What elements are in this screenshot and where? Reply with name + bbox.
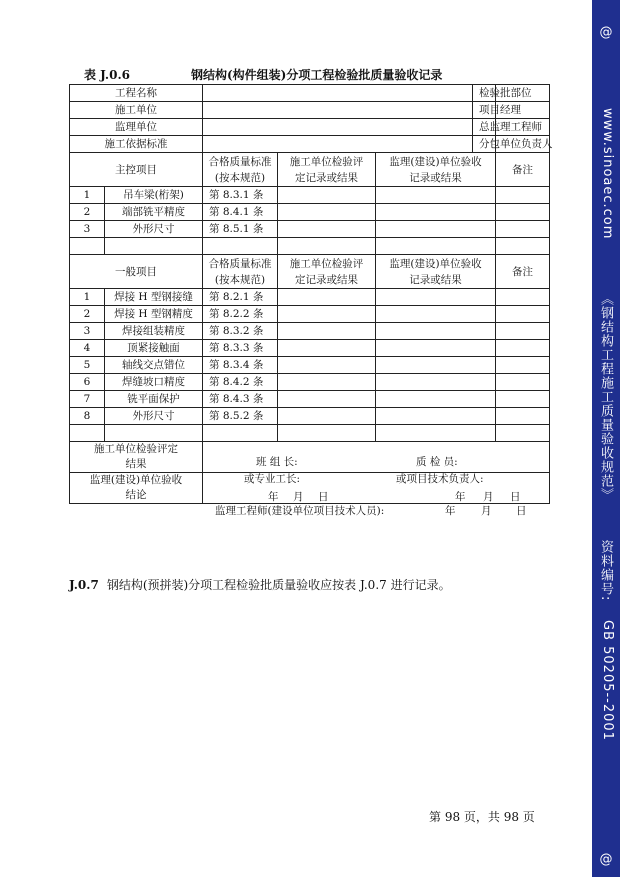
table-row bbox=[70, 391, 550, 408]
remarks-cell[interactable] bbox=[496, 357, 550, 374]
acceptance-record-table-body bbox=[69, 84, 553, 517]
remarks-cell[interactable] bbox=[496, 289, 550, 306]
side-mark-top: @ bbox=[599, 25, 613, 40]
item-clause: 第 8.3.1 条 bbox=[203, 187, 278, 204]
item-name: 轴线交点错位 bbox=[105, 357, 203, 374]
table-row bbox=[70, 306, 550, 323]
inspection-cell[interactable] bbox=[278, 289, 376, 306]
item-number: 6 bbox=[70, 374, 105, 391]
item-clause: 第 8.5.2 条 bbox=[203, 408, 278, 425]
item-name: 焊接组装精度 bbox=[105, 323, 203, 340]
item-clause: 第 8.4.1 条 bbox=[203, 204, 278, 221]
inspection-cell[interactable] bbox=[278, 204, 376, 221]
sup-date-day: 日 bbox=[516, 505, 527, 517]
side-book-title: 《钢结构工程施工质量验收规范》 bbox=[598, 292, 613, 502]
inspection-cell[interactable] bbox=[278, 374, 376, 391]
remarks-cell[interactable] bbox=[496, 374, 550, 391]
standard-column-header: 合格质量标准 (按本规范) bbox=[203, 255, 278, 289]
page-footer: 第 98 页，共 98 页 bbox=[429, 810, 535, 824]
inspection-cell[interactable] bbox=[278, 221, 376, 238]
item-clause: 第 8.3.3 条 bbox=[203, 340, 278, 357]
table-row bbox=[70, 221, 550, 238]
item-number: 2 bbox=[70, 204, 105, 221]
inspection-column-header: 施工单位检验评 定记录或结果 bbox=[278, 255, 376, 289]
table-row bbox=[70, 289, 550, 306]
inspection-column-header: 施工单位检验评 定记录或结果 bbox=[278, 153, 376, 187]
project-name-label: 工程名称 bbox=[70, 85, 203, 102]
acceptance-cell[interactable] bbox=[376, 221, 496, 238]
supervision-unit-label: 监理单位 bbox=[70, 119, 203, 136]
acceptance-cell[interactable] bbox=[376, 374, 496, 391]
item-clause: 第 8.4.3 条 bbox=[203, 391, 278, 408]
clause-text: 钢结构(预拼装)分项工程检验批质量验收应按表 J.0.7 进行记录。 bbox=[106, 578, 451, 592]
date-month-2: 月 bbox=[483, 491, 494, 503]
construction-unit-label: 施工单位 bbox=[70, 102, 203, 119]
table-row bbox=[70, 204, 550, 221]
inspection-cell[interactable] bbox=[278, 408, 376, 425]
item-number: 1 bbox=[70, 289, 105, 306]
item-name: 顶紧接触面 bbox=[105, 340, 203, 357]
side-site-url: www.sinoaec.com bbox=[600, 108, 615, 240]
subcontractor-manager-label: 分包单位负责人 bbox=[473, 136, 496, 153]
remarks-cell[interactable] bbox=[496, 204, 550, 221]
acceptance-cell[interactable] bbox=[376, 391, 496, 408]
item-number: 1 bbox=[70, 187, 105, 204]
item-clause: 第 8.3.2 条 bbox=[203, 323, 278, 340]
acceptance-column-header: 监理(建设)单位验收 记录或结果 bbox=[376, 255, 496, 289]
remarks-cell[interactable] bbox=[496, 187, 550, 204]
table-row bbox=[70, 323, 550, 340]
item-name: 端部铣平精度 bbox=[105, 204, 203, 221]
supervision-conclusion-label: 监理(建设)单位验收 结论 bbox=[70, 473, 203, 504]
side-code-label: 资料编号: bbox=[598, 540, 613, 602]
item-number: 8 bbox=[70, 408, 105, 425]
construction-signoff-area[interactable] bbox=[203, 442, 550, 503]
acceptance-cell[interactable] bbox=[376, 323, 496, 340]
side-code: GB 50205--2001 bbox=[600, 620, 615, 741]
acceptance-column-header: 监理(建设)单位验收 记录或结果 bbox=[376, 153, 496, 187]
project-manager-label: 项目经理 bbox=[473, 102, 496, 119]
acceptance-cell[interactable] bbox=[376, 204, 496, 221]
remarks-cell[interactable] bbox=[496, 391, 550, 408]
remarks-cell[interactable] bbox=[496, 306, 550, 323]
table-title: 钢结构(构件组装)分项工程检验批质量验收记录 bbox=[191, 68, 443, 82]
construction-unit-value[interactable] bbox=[203, 102, 473, 119]
item-name: 铣平面保护 bbox=[105, 391, 203, 408]
inspection-cell[interactable] bbox=[278, 306, 376, 323]
table-row bbox=[70, 187, 550, 204]
item-clause: 第 8.2.2 条 bbox=[203, 306, 278, 323]
table-row bbox=[70, 357, 550, 374]
construction-standard-label: 施工依据标准 bbox=[70, 136, 203, 153]
foreman-label: 或专业工长: bbox=[244, 473, 301, 485]
table-number: 表 J.0.6 bbox=[84, 68, 130, 82]
supervision-signoff-area[interactable] bbox=[203, 473, 550, 517]
item-clause: 第 8.5.1 条 bbox=[203, 221, 278, 238]
inspection-cell[interactable] bbox=[278, 340, 376, 357]
item-name: 焊接 H 型钢精度 bbox=[105, 306, 203, 323]
side-mark-bottom: @ bbox=[599, 852, 613, 867]
inspection-cell[interactable] bbox=[278, 357, 376, 374]
date-day-2: 日 bbox=[510, 491, 521, 503]
table-row bbox=[70, 374, 550, 391]
inspection-cell[interactable] bbox=[278, 391, 376, 408]
inspection-cell[interactable] bbox=[278, 187, 376, 204]
acceptance-cell[interactable] bbox=[376, 408, 496, 425]
item-clause: 第 8.4.2 条 bbox=[203, 374, 278, 391]
remarks-cell[interactable] bbox=[496, 221, 550, 238]
item-number: 3 bbox=[70, 323, 105, 340]
date-year-2: 年 bbox=[455, 491, 466, 503]
item-name: 外形尺寸 bbox=[105, 408, 203, 425]
supervision-unit-value[interactable] bbox=[203, 119, 473, 136]
project-name-value[interactable] bbox=[203, 85, 473, 102]
blank-row bbox=[70, 238, 550, 255]
item-name: 外形尺寸 bbox=[105, 221, 203, 238]
construction-standard-value[interactable] bbox=[203, 136, 473, 153]
remarks-cell[interactable] bbox=[496, 408, 550, 425]
sup-date-year: 年 bbox=[445, 505, 456, 517]
date-day: 日 bbox=[318, 491, 329, 503]
item-name: 吊车梁(桁架) bbox=[105, 187, 203, 204]
item-clause: 第 8.2.1 条 bbox=[203, 289, 278, 306]
item-number: 5 bbox=[70, 357, 105, 374]
remarks-cell[interactable] bbox=[496, 340, 550, 357]
item-number: 4 bbox=[70, 340, 105, 357]
table-caption bbox=[84, 66, 443, 83]
item-number: 3 bbox=[70, 221, 105, 238]
item-name: 焊接 H 型钢接缝 bbox=[105, 289, 203, 306]
quality-inspector-label: 质 检 员: bbox=[416, 456, 458, 468]
table-row bbox=[70, 408, 550, 425]
clause-note bbox=[69, 576, 451, 593]
construction-result-label: 施工单位检验评定 结果 bbox=[70, 442, 203, 473]
acceptance-cell[interactable] bbox=[376, 187, 496, 204]
inspection-cell[interactable] bbox=[278, 323, 376, 340]
acceptance-cell[interactable] bbox=[376, 306, 496, 323]
clause-number: J.0.7 bbox=[69, 578, 99, 592]
team-leader-label: 班 组 长: bbox=[256, 456, 298, 468]
remarks-cell[interactable] bbox=[496, 323, 550, 340]
remarks-column-header: 备注 bbox=[496, 153, 550, 187]
main-items-header: 主控项目 bbox=[70, 153, 203, 187]
tech-lead-label: 或项目技术负责人: bbox=[396, 473, 484, 485]
blank-row bbox=[70, 425, 550, 442]
date-year: 年 bbox=[268, 491, 279, 503]
item-number: 7 bbox=[70, 391, 105, 408]
item-clause: 第 8.3.4 条 bbox=[203, 357, 278, 374]
supervising-engineer-label: 监理工程师(建设单位项目技术人员): bbox=[215, 505, 385, 517]
sup-date-month: 月 bbox=[481, 505, 492, 517]
chief-supervisor-label: 总监理工程师 bbox=[473, 119, 496, 136]
acceptance-cell[interactable] bbox=[376, 289, 496, 306]
acceptance-cell[interactable] bbox=[376, 357, 496, 374]
table-row bbox=[70, 340, 550, 357]
remarks-column-header: 备注 bbox=[496, 255, 550, 289]
acceptance-cell[interactable] bbox=[376, 340, 496, 357]
item-name: 焊缝坡口精度 bbox=[105, 374, 203, 391]
general-items-header: 一般项目 bbox=[70, 255, 203, 289]
date-month: 月 bbox=[293, 491, 304, 503]
standard-column-header: 合格质量标准 (按本规范) bbox=[203, 153, 278, 187]
inspection-lot-part-label: 检验批部位 bbox=[473, 85, 496, 102]
item-number: 2 bbox=[70, 306, 105, 323]
